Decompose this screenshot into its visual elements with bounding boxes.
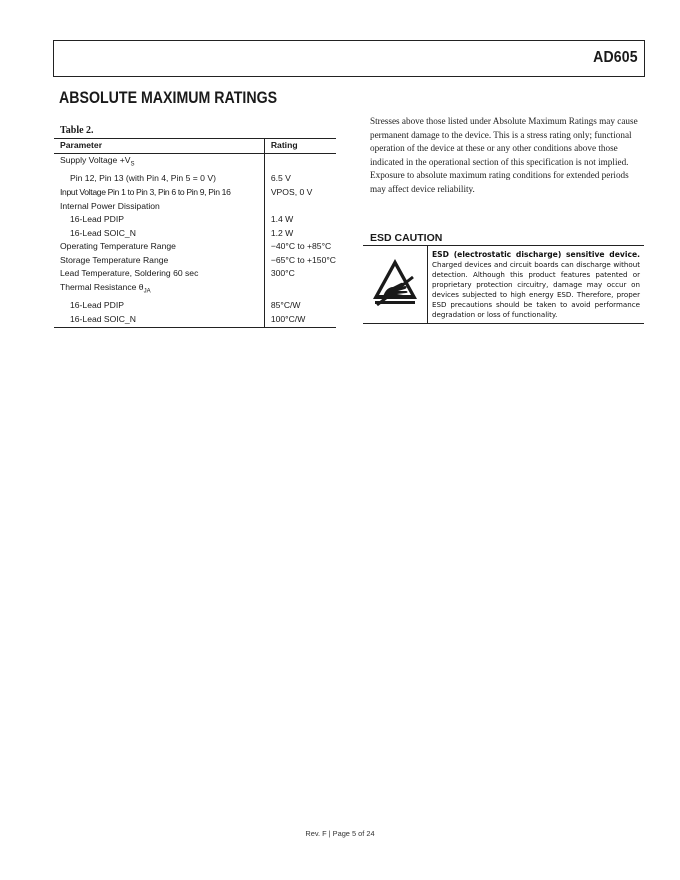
parameter-cell: Storage Temperature Range [60, 254, 169, 265]
parameter-cell: Input Voltage Pin 1 to Pin 3, Pin 6 to Pin 9, Pin 16 [60, 186, 231, 197]
page-footer: Rev. F | Page 5 of 24 [305, 829, 375, 838]
table-row [54, 154, 336, 173]
parameter-cell: 16-Lead SOIC_N [54, 313, 264, 327]
table-row [54, 200, 336, 214]
esd-heading: ESD (electrostatic discharge) sensitive device. [432, 250, 640, 259]
rating-cell: 100°C/W [264, 313, 336, 327]
rating-cell [264, 154, 336, 173]
column-header-parameter: Parameter [54, 139, 264, 154]
table-row [54, 313, 336, 327]
parameter-cell: Supply Voltage $+V_S$ [60, 155, 135, 168]
rating-cell [264, 281, 336, 299]
rating-cell: −65°C to +150°C [264, 254, 336, 268]
rating-cell: 300°C [264, 267, 336, 281]
rating-cell: 6.5 V [264, 172, 336, 186]
parameter-cell: Pin 12, Pin 13 (with Pin 4, Pin 5 = 0 V) [70, 173, 216, 184]
section-title: ABSOLUTE MAXIMUM RATINGS [59, 89, 278, 107]
parameter-cell: 16-Lead SOIC_N [70, 227, 136, 238]
table-row [54, 281, 336, 299]
table-row [54, 213, 336, 227]
rating-cell: 85°C/W [264, 299, 336, 313]
parameter-cell: Operating Temperature Range [60, 241, 176, 252]
esd-caution-box [363, 245, 644, 324]
esd-caution-title: ESD CAUTION [370, 232, 443, 244]
rating-cell: −40°C to +85°C [264, 240, 336, 254]
page-header [53, 40, 645, 77]
rating-cell: 1.4 W [264, 213, 336, 227]
table-row [54, 267, 336, 281]
rating-cell: 1.2 W [264, 227, 336, 241]
table-row [54, 240, 336, 254]
parameter-cell: 16-Lead PDIP [70, 214, 124, 225]
table-row [54, 172, 336, 186]
table-header-row [54, 139, 336, 154]
ratings-table [54, 138, 336, 328]
parameter-cell: Lead Temperature, Soldering 60 sec [60, 268, 199, 279]
table-caption: Table 2. [60, 125, 94, 136]
esd-body: Charged devices and circuit boards can discharge without detection. Although this product features patented or proprietary protection circuitry, damage may occur on devices subjected to high energy ESD. Therefore, proper ESD precautions should be taken to avoid performance degradation or loss of functionality. [432, 260, 640, 319]
table-row [54, 227, 336, 241]
stress-paragraph: Stresses above those listed under Absolute Maximum Ratings may cause permanent damage to the device. This is a stress rating only; functional operation of the device at these or any other conditions above those indicated in the operational section of this specification is not implied. Exposure to absolute maximum rating conditions for extended periods may affect device reliability. [370, 116, 638, 194]
rating-cell [264, 200, 336, 214]
column-header-rating: Rating [264, 139, 336, 154]
rating-cell: VPOS, 0 V [264, 186, 336, 200]
table-row [54, 186, 336, 200]
part-number: AD605 [593, 49, 638, 66]
table-row [54, 254, 336, 268]
parameter-cell: Thermal Resistance $\theta_{JA}$ [60, 282, 151, 295]
esd-icon-cell [363, 246, 428, 323]
parameter-cell: 16-Lead PDIP [70, 300, 124, 311]
parameter-cell: Internal Power Dissipation [60, 200, 160, 211]
esd-caution-text [432, 250, 640, 320]
table-row [54, 299, 336, 313]
esd-warning-icon [371, 257, 419, 309]
